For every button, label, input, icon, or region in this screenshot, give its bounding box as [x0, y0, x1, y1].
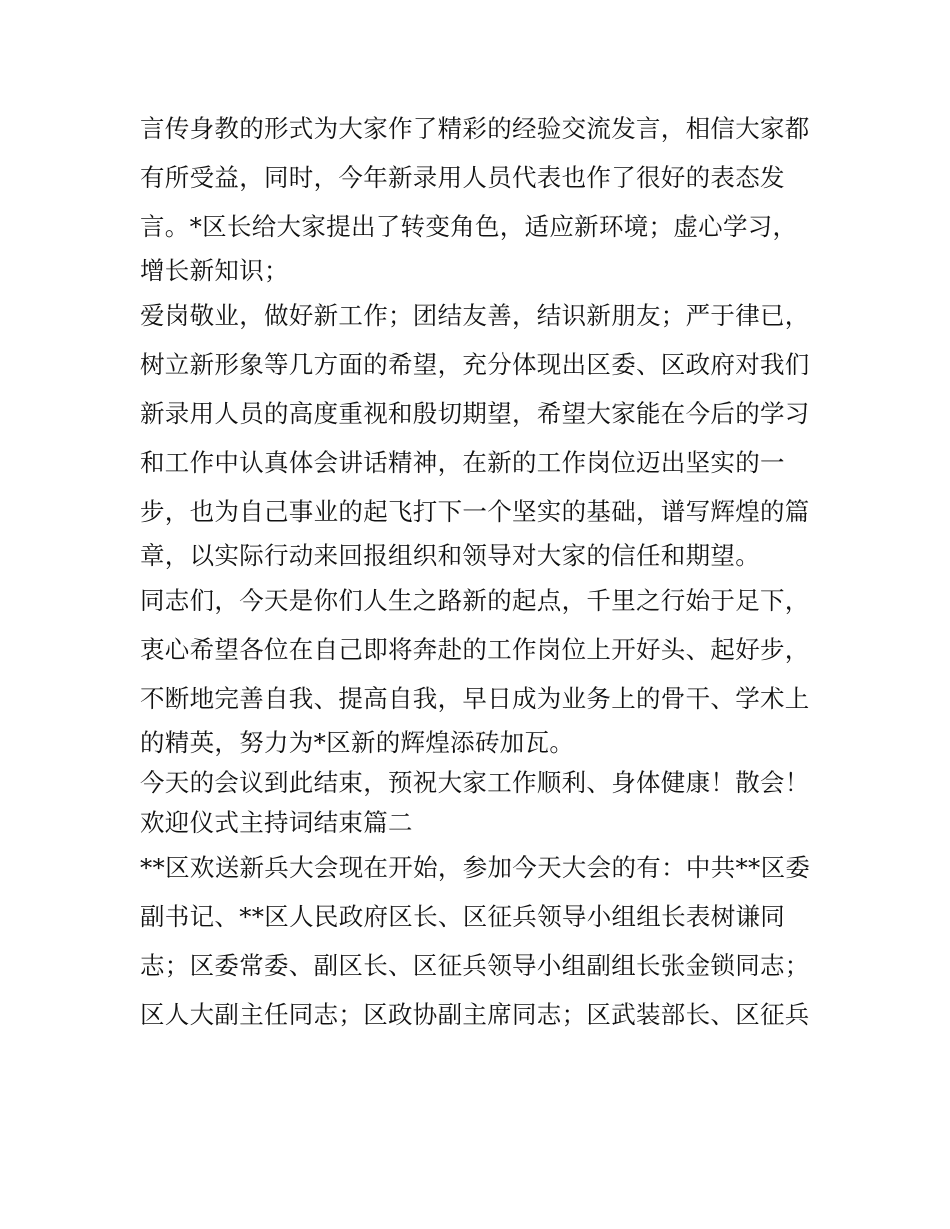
- text-line: 新录用人员的高度重视和殷切期望，希望大家能在今后的学习: [140, 399, 810, 428]
- text-line: 志；区委常委、副区长、区征兵领导小组副组长张金锁同志；: [140, 951, 810, 980]
- text-line: 的精英，努力为*区新的辉煌添砖加瓦。: [140, 728, 575, 757]
- text-line: **区欢送新兵大会现在开始，参加今天大会的有：中共**区委: [140, 853, 811, 882]
- document-body: [140, 104, 820, 1039]
- text-line: 步，也为自己事业的起飞打下一个坚实的基础，谱写辉煌的篇: [140, 497, 810, 526]
- text-line: 不断地完善自我、提高自我，早日成为业务上的骨干、学术上: [140, 684, 810, 713]
- text-line: 有所受益，同时，今年新录用人员代表也作了很好的表态发: [140, 163, 785, 192]
- text-line: 区人大副主任同志；区政协副主席同志；区武装部长、区征兵: [140, 1000, 810, 1029]
- text-line: 同志们，今天是你们人生之路新的起点，千里之行始于足下，: [140, 586, 810, 615]
- section-heading: 欢迎仪式主持词结束篇二: [140, 808, 413, 837]
- text-line: 衷心希望各位在自己即将奔赴的工作岗位上开好头、起好步，: [140, 635, 810, 664]
- text-line: 树立新形象等几方面的希望，充分体现出区委、区政府对我们: [140, 350, 810, 379]
- text-line: 和工作中认真体会讲话精神，在新的工作岗位迈出坚实的一: [140, 448, 785, 477]
- text-line: 副书记、**区人民政府区长、区征兵领导小组组长表树谦同: [140, 902, 786, 931]
- text-line: 爱岗敬业，做好新工作；团结友善，结识新朋友；严于律已，: [140, 301, 810, 330]
- text-line: 章，以实际行动来回报组织和领导对大家的信任和期望。: [140, 541, 760, 570]
- text-line: 言传身教的形式为大家作了精彩的经验交流发言，相信大家都: [140, 114, 810, 143]
- text-line: 言。*区长给大家提出了转变角色，适应新环境；虚心学习，: [140, 212, 798, 241]
- text-line: 今天的会议到此结束，预祝大家工作顺利、身体健康！散会！: [140, 768, 810, 797]
- text-line: 增长新知识；: [140, 256, 289, 285]
